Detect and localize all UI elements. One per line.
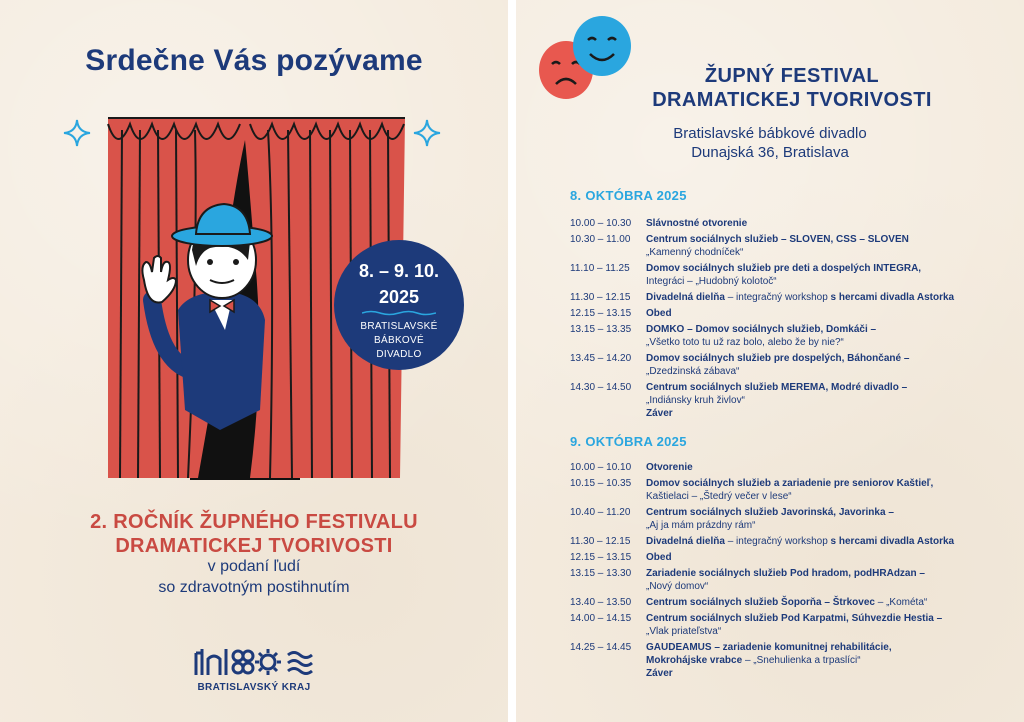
row-title: GAUDEAMUS – zariadenie komunitnej rehabilitácie,: [646, 642, 892, 653]
row-detail: „Indiánsky kruh živlov“: [646, 395, 745, 406]
schedule-row: [570, 612, 990, 638]
wave-divider-icon: [362, 310, 436, 316]
schedule-row: [570, 506, 990, 532]
subtitle-line: so zdravotným postihnutím: [158, 579, 350, 596]
festival-title-line: ŽUPNÝ FESTIVAL: [704, 65, 880, 87]
day2-schedule: [570, 461, 990, 683]
row-time: 10.00 – 10.30: [570, 218, 632, 229]
row-title: Divadelná dielňa: [646, 292, 725, 303]
day2-header: 9. OKTÓBRA 2025: [570, 434, 687, 449]
row-detail: „Vlak priateľstva“: [646, 626, 722, 637]
row-detail: Integráci – „Hudobný kolotoč“: [646, 276, 777, 287]
row-title: Slávnostné otvorenie: [646, 218, 748, 229]
badge-venue-line: BRATISLAVSKÉ: [360, 321, 438, 332]
row-time: 11.10 – 11.25: [570, 263, 630, 274]
badge-dates: [334, 258, 464, 310]
subtitle-line: v podaní ľudí: [207, 558, 301, 575]
schedule-row: [570, 551, 990, 564]
schedule-row: [570, 535, 990, 548]
row-detail: – „Kométa“: [874, 597, 928, 608]
row-title: Domov sociálnych služieb a zariadenie pre seniorov Kaštieľ,: [646, 478, 934, 489]
row-title: Centrum sociálnych služieb Šoporňa – Štrkovec: [646, 597, 875, 608]
date-badge: [334, 240, 464, 370]
schedule-row: [570, 477, 990, 503]
schedule-row: [570, 323, 990, 349]
row-time: 14.30 – 14.50: [570, 382, 632, 393]
row-title: Centrum sociálnych služieb Pod Karpatmi, Súhvezdie Hestia –: [646, 613, 943, 624]
invite-heading: Srdečne Vás pozývame: [85, 44, 423, 77]
program-right-page: [516, 0, 1024, 722]
schedule-row: [570, 307, 990, 320]
row-title: Domov sociálnych služieb pre deti a dospelých INTEGRA,: [646, 263, 922, 274]
row-title: DOMKO – Domov sociálnych služieb, Domkáči –: [646, 324, 877, 335]
badge-dates-line1: 8. – 9. 10.: [358, 261, 440, 281]
row-detail: – integračný workshop: [724, 292, 831, 303]
row-detail: „Aj ja mám prázdny rám“: [646, 520, 756, 531]
row-detail: „Dzedzinská zábava“: [646, 366, 740, 377]
row-title: Divadelná dielňa: [646, 536, 725, 547]
badge-venue-line: DIVADLO: [376, 349, 422, 360]
row-time: 12.15 – 13.15: [570, 308, 632, 319]
row-time: 11.30 – 12.15: [570, 536, 631, 547]
row-title-cont: Mokrohájske vrabce: [646, 655, 743, 666]
badge-venue-line: BÁBKOVÉ: [374, 335, 424, 346]
schedule-row: [570, 596, 990, 609]
badge-venue: [334, 320, 464, 362]
row-time: 10.15 – 10.35: [570, 478, 632, 489]
badge-dates-line2: 2025: [378, 287, 420, 307]
edition-subtitle: [0, 556, 508, 598]
schedule-row: [570, 461, 990, 474]
row-title: Obed: [646, 552, 672, 563]
edition-title-line: 2. ROČNÍK ŽUPNÉHO FESTIVALU: [90, 511, 418, 533]
row-title: Centrum sociálnych služieb – SLOVEN, CSS – SLOVEN: [646, 234, 909, 245]
venue-address: [556, 124, 984, 162]
address-line: Bratislavské bábkové divadlo: [673, 125, 867, 142]
schedule-row: [570, 641, 990, 680]
schedule-row: [570, 381, 990, 420]
row-detail: „Kamenný chodníček“: [646, 247, 744, 258]
row-title: Centrum sociálnych služieb MEREMA, Modré divadlo –: [646, 382, 908, 393]
row-title: Centrum sociálnych služieb Javorinská, Javorinka –: [646, 507, 894, 518]
row-time: 13.45 – 14.20: [570, 353, 632, 364]
day1-header: 8. OKTÓBRA 2025: [570, 188, 687, 203]
schedule-row: [570, 352, 990, 378]
row-title: Zariadenie sociálnych služieb Pod hradom, podHRAdzan –: [646, 568, 925, 579]
logo-text: BRATISLAVSKÝ KRAJ: [197, 682, 311, 693]
schedule-row: [570, 233, 990, 259]
day1-schedule: [570, 217, 990, 423]
row-title: Obed: [646, 308, 672, 319]
row-time: 10.40 – 11.20: [570, 507, 631, 518]
row-time: 14.00 – 14.15: [570, 613, 632, 624]
row-title: Domov sociálnych služieb pre dospelých, Báhončané –: [646, 353, 910, 364]
row-closing: Záver: [646, 408, 673, 419]
row-time: 13.15 – 13.30: [570, 568, 632, 579]
row-time: 13.40 – 13.50: [570, 597, 632, 608]
row-time: 10.00 – 10.10: [570, 462, 632, 473]
row-title: Otvorenie: [646, 462, 693, 473]
row-time: 14.25 – 14.45: [570, 642, 632, 653]
schedule-row: [570, 567, 990, 593]
row-time: 11.30 – 12.15: [570, 292, 631, 303]
edition-title-line: DRAMATICKEJ TVORIVOSTI: [115, 535, 393, 557]
row-detail: „Všetko toto tu už raz bolo, alebo že by nie?“: [646, 337, 844, 348]
row-closing: Záver: [646, 668, 673, 679]
festival-title: [582, 64, 1002, 112]
schedule-row: [570, 262, 990, 288]
row-detail: Kaštielaci – „Štedrý večer v lese“: [646, 491, 792, 502]
row-time: 12.15 – 13.15: [570, 552, 632, 563]
row-detail-bold: s hercami divadla Astorka: [830, 536, 955, 547]
row-time: 10.30 – 11.00: [570, 234, 631, 245]
row-time: 13.15 – 13.35: [570, 324, 632, 335]
bratislava-region-logo: [192, 645, 317, 679]
address-line: Dunajská 36, Bratislava: [691, 144, 849, 161]
row-detail: – integračný workshop: [724, 536, 831, 547]
schedule-row: [570, 217, 990, 230]
row-detail-bold: s hercami divadla Astorka: [830, 292, 955, 303]
row-detail: „Nový domov“: [646, 581, 709, 592]
edition-title: [0, 510, 508, 558]
row-detail: – „Snehulienka a trpaslíci“: [742, 655, 861, 666]
schedule-row: [570, 291, 990, 304]
festival-title-line: DRAMATICKEJ TVORIVOSTI: [652, 89, 932, 111]
invitation-left-page: [0, 0, 508, 722]
